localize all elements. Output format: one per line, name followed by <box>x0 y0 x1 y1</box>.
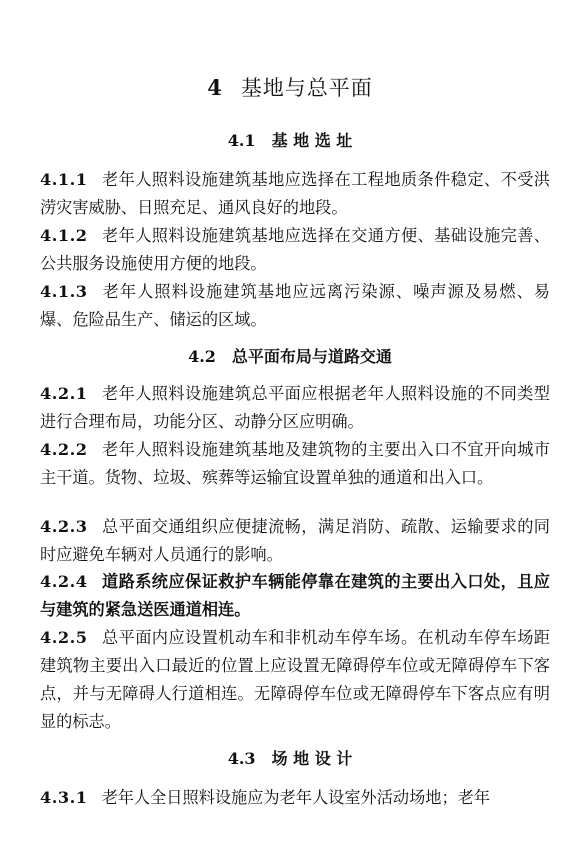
clause-number: 4.1.1 <box>40 170 88 189</box>
clause-text: 老年人照料设施建筑基地及建筑物的主要出入口不宜开向城市主干道。货物、垃圾、殡葬等运输宜设置单独的通道和出入口。 <box>40 440 550 487</box>
section-title-4-1 <box>0 128 580 151</box>
section-title-4-2 <box>0 344 580 367</box>
clause-4-2-3 <box>40 513 550 569</box>
clause-4-2-1 <box>40 380 550 436</box>
chapter-number: 4 <box>207 75 223 100</box>
clause-4-3-1 <box>40 784 550 812</box>
section-title-4-3 <box>0 746 580 769</box>
section-title-text: 基 地 选 址 <box>271 131 353 150</box>
clause-number: 4.2.2 <box>40 440 88 459</box>
clause-number: 4.1.2 <box>40 226 88 245</box>
clause-text: 总平面内应设置机动车和非机动车停车场。在机动车停车场距建筑物主要出入口最近的位置上应设置无障碍停车位或无障碍停车下客点，并与无障碍人行道相连。无障碍停车位或无障碍停车下客点应有明显的标志。 <box>40 628 550 731</box>
section-title-text: 场 地 设 计 <box>271 749 353 768</box>
clause-number: 4.2.1 <box>40 384 88 403</box>
section-title-text: 总平面布局与道路交通 <box>231 347 392 366</box>
clause-number: 4.2.5 <box>40 628 88 647</box>
clause-4-1-3 <box>40 278 550 334</box>
clause-text: 老年人照料设施建筑基地应远离污染源、噪声源及易燃、易爆、危险品生产、储运的区域。 <box>40 282 550 329</box>
clause-number: 4.1.3 <box>40 282 88 301</box>
clause-text: 总平面交通组织应便捷流畅，满足消防、疏散、运输要求的同时应避免车辆对人员通行的影响。 <box>40 517 550 564</box>
section-number: 4.2 <box>188 347 216 366</box>
clause-4-2-5 <box>40 624 550 736</box>
section-number: 4.3 <box>227 749 256 768</box>
clause-4-2-2 <box>40 436 550 492</box>
clause-4-2-4 <box>40 568 550 624</box>
chapter-title-text: 基地与总平面 <box>240 76 373 100</box>
chapter-title <box>0 72 580 102</box>
clause-text: 老年人照料设施建筑基地应选择在交通方便、基础设施完善、公共服务设施使用方便的地段。 <box>40 226 550 273</box>
clause-number: 4.2.3 <box>40 517 88 536</box>
clause-4-1-1 <box>40 166 550 222</box>
clause-text: 老年人照料设施建筑基地应选择在工程地质条件稳定、不受洪涝灾害威胁、日照充足、通风良好的地段。 <box>40 170 550 217</box>
clause-number: 4.2.4 <box>40 572 88 591</box>
clause-text: 道路系统应保证救护车辆能停靠在建筑的主要出入口处，且应与建筑的紧急送医通道相连。 <box>40 572 550 619</box>
clause-text: 老年人全日照料设施应为老年人设室外活动场地；老年 <box>101 788 491 807</box>
clause-number: 4.3.1 <box>40 788 88 807</box>
clause-4-1-2 <box>40 222 550 278</box>
section-number: 4.1 <box>227 131 256 150</box>
clause-text: 老年人照料设施建筑总平面应根据老年人照料设施的不同类型进行合理布局，功能分区、动静分区应明确。 <box>40 384 550 431</box>
